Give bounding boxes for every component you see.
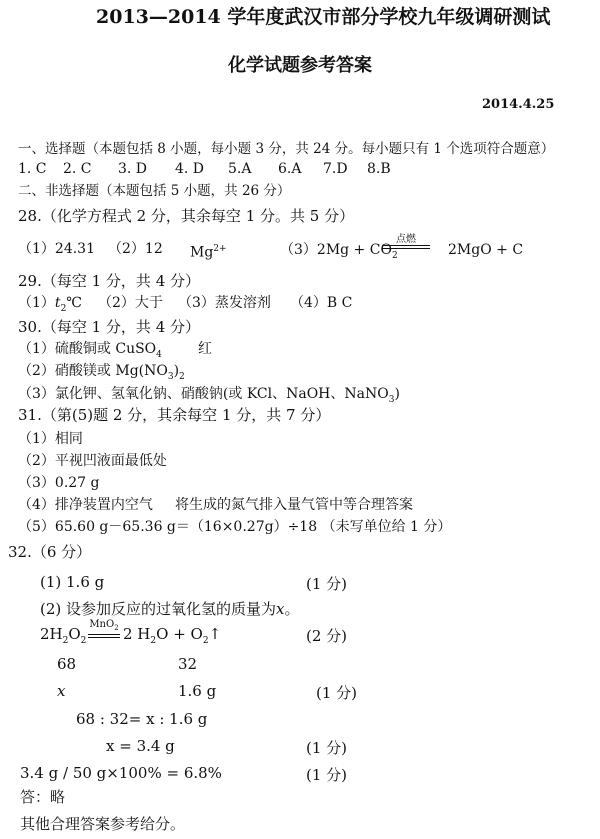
q29-header: 29.（每空 1 分，共 4 分） xyxy=(18,272,201,290)
q32-eq-h: 2H xyxy=(40,625,63,643)
q32-eq-o: O xyxy=(68,625,81,643)
q28-answer-3 xyxy=(280,241,398,265)
q29-temperature: t xyxy=(54,295,61,311)
q32-eq-right: 2 H xyxy=(123,625,151,643)
q28-ion xyxy=(190,240,227,262)
q31-answer-3: （3）0.27 g xyxy=(18,475,100,491)
footer-note: 其他合理答案参考给分。 xyxy=(20,815,186,833)
q32-answer-1: (1) 1.6 g xyxy=(40,573,105,591)
q32-catalyst xyxy=(88,619,120,634)
q32-value-oxygen: 1.6 g xyxy=(178,682,217,700)
q32-catalyst-text: MnO xyxy=(89,619,115,630)
q32-equal-sign xyxy=(88,634,120,638)
q32-molar-mass-2: 32 xyxy=(178,655,198,673)
q32-answer-1-score: (1 分) xyxy=(306,575,348,593)
q32-eq-right2: O + O xyxy=(156,625,203,643)
answer-3: 3. D xyxy=(118,161,148,177)
answer-1: 1. C xyxy=(18,161,47,177)
answer-7: 7.D xyxy=(323,161,348,177)
q29-answer-4: （4）B C xyxy=(290,295,353,311)
date: 2014.4.25 xyxy=(482,97,555,112)
q31-answer-4: （4）排净装置内空气 xyxy=(18,497,153,513)
answer-4: 4. D xyxy=(175,161,205,177)
q30-answer-2-sub1: 3 xyxy=(167,371,174,382)
q32-answer-2-end: 。 xyxy=(284,600,300,618)
section2-heading: 二、非选择题（本题包括 5 小题，共 26 分） xyxy=(18,183,291,199)
q28-answer-3-reactants: （3）2Mg + CO xyxy=(280,242,392,258)
q29-unit: ℃ xyxy=(66,295,82,311)
answer-5: 5.A xyxy=(228,161,252,177)
q32-eq-sub1: 2 xyxy=(62,636,69,646)
q30-answer-2-text: （2）硝酸镁或 Mg(NO xyxy=(18,363,168,379)
q32-percent: 3.4 g / 50 g×100% = 6.8% xyxy=(20,764,222,782)
q32-eq-sub4: 2 xyxy=(202,636,209,646)
q32-variable: x xyxy=(276,600,285,618)
q32-header: 32.（6 分） xyxy=(8,543,92,561)
q30-answer-3-paren: ) xyxy=(394,386,400,402)
answer-8: 8.B xyxy=(367,161,391,177)
q29-answer-2: （2）大于 xyxy=(98,295,163,311)
q28-ion-charge: 2+ xyxy=(213,244,227,254)
q30-answer-color: 红 xyxy=(198,341,212,357)
answer-6: 6.A xyxy=(278,161,302,177)
q29-answer-1-label: （1） xyxy=(18,295,55,311)
q32-answer-2 xyxy=(40,600,300,618)
q32-equation-score: (2 分) xyxy=(306,627,348,645)
q28-answer-1: （1）24.31 xyxy=(18,241,95,257)
answer-2: 2. C xyxy=(63,161,92,177)
q32-ratio: 68 : 32= x : 1.6 g xyxy=(76,710,208,728)
q32-answer: 答：略 xyxy=(20,788,66,806)
q29-answer-1 xyxy=(18,294,82,318)
q28-answer-2: （2）12 xyxy=(108,241,163,257)
q29-answer-3: （3）蒸发溶剂 xyxy=(178,295,271,311)
q31-answer-1: （1）相同 xyxy=(18,431,83,447)
section1-answers xyxy=(18,160,438,178)
q28-reaction-condition xyxy=(382,234,430,249)
q32-percent-score: (1 分) xyxy=(306,766,348,784)
q28-answer-3-products: 2MgO + C xyxy=(448,242,524,258)
q32-gas-arrow: ↑ xyxy=(208,625,222,643)
page-title: 2013—2014 学年度武汉市部分学校九年级调研测试 xyxy=(96,6,551,28)
q32-molar-mass-1: 68 xyxy=(57,655,77,673)
q31-answer-5: （5）65.60 g－65.36 g＝（16×0.27g）÷18 （未写单位给 1 分） xyxy=(18,519,452,535)
q30-answer-3-text: （3）氯化钾、氢氧化钠、硝酸钠(或 KCl、NaOH、NaNO xyxy=(18,386,389,402)
q30-answer-1-text: （1）硫酸铜或 CuSO xyxy=(18,341,157,357)
q28-equal-sign xyxy=(382,245,430,249)
q28-answer-3-sub: 2 xyxy=(391,250,398,261)
q32-answer-2-text: (2) 设参加反应的过氧化氢的质量为 xyxy=(40,600,277,618)
q32-result: x = 3.4 g xyxy=(106,737,175,755)
q30-answer-2-paren: ) xyxy=(173,363,180,379)
q32-eq-sub3: 2 xyxy=(150,636,157,646)
q30-answer-2 xyxy=(18,362,185,386)
q30-header: 30.（每空 1 分，共 4 分） xyxy=(18,318,201,336)
q31-header: 31.（第(5)题 2 分，其余每空 1 分，共 7 分） xyxy=(18,406,331,424)
q32-value-score: (1 分) xyxy=(316,684,358,702)
q30-answer-1-sub: 4 xyxy=(156,349,162,360)
q32-equation-reactant xyxy=(40,625,86,650)
q32-catalyst-sub: 2 xyxy=(114,624,119,632)
section1-heading: 一、选择题（本题包括 8 小题，每小题 3 分，共 24 分。每小题只有 1 个选项符合题意） xyxy=(18,141,555,157)
q31-answer-2: （2）平视凹液面最低处 xyxy=(18,453,167,469)
page-subtitle: 化学试题参考答案 xyxy=(228,55,372,76)
q30-answer-3-sub: 3 xyxy=(388,394,395,405)
q32-catalyst-condition xyxy=(88,619,120,638)
q32-equation-products xyxy=(123,625,221,650)
q32-value-x: x xyxy=(57,682,66,700)
q32-eq-sub2: 2 xyxy=(80,636,87,646)
q28-header: 28.（化学方程式 2 分，其余每空 1 分。共 5 分） xyxy=(18,207,355,225)
q32-result-score: (1 分) xyxy=(306,739,348,757)
q30-answer-1 xyxy=(18,340,162,364)
q29-temperature-sub: 2 xyxy=(60,303,67,314)
q28-condition-label: 点燃 xyxy=(396,234,416,245)
q31-answer-4-alt: 将生成的氮气排入量气管中等合理答案 xyxy=(175,497,413,513)
q28-ion-symbol: Mg xyxy=(190,244,214,261)
q30-answer-2-sub2: 2 xyxy=(179,371,185,382)
